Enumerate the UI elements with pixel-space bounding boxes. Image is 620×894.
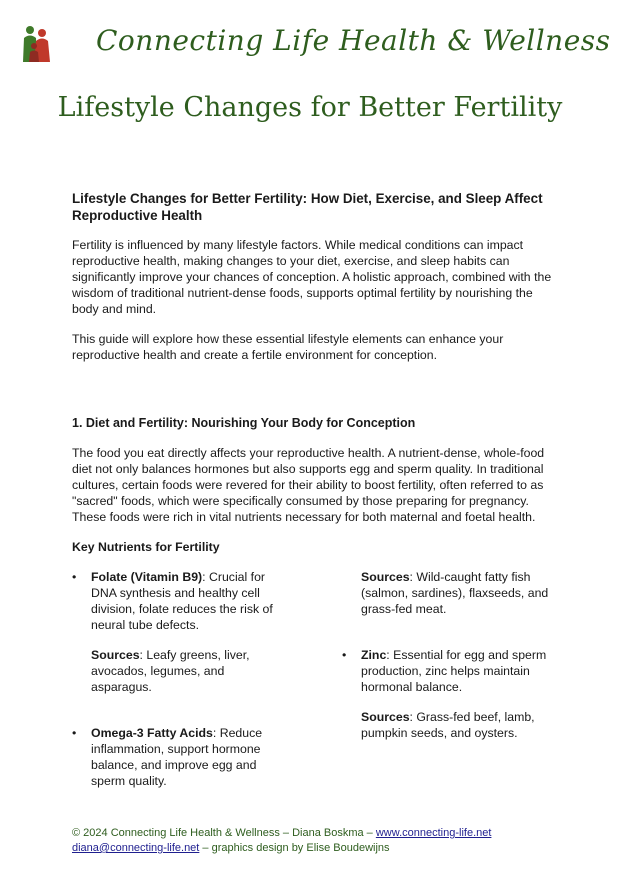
bullet-icon: • — [72, 726, 77, 740]
bullet-icon: • — [342, 648, 347, 662]
article-body — [72, 190, 558, 789]
folate-description: : Crucial for DNA synthesis and healthy cell division, folate reduces the risk of neural tube defects. — [91, 570, 273, 632]
nutrients-heading: Key Nutrients for Fertility — [72, 540, 220, 554]
nutrients-column-left — [72, 569, 288, 789]
omega3-sources-item — [342, 569, 558, 617]
list-item-zinc — [342, 647, 558, 741]
section-1-paragraph: The food you eat directly affects your reproductive health. A nutrient-dense, whole-food diet not only balances hormones but also supports egg and sperm quality. In traditional cultures, certain foods were revered for their ability to boost fertility, often referred to as "sacred" foods, which were specifically consumed by those preparing for pregnancy. These foods were rich in vital nutrients necessary for both maternal and foetal health. — [72, 446, 545, 524]
family-figures-logo-icon — [20, 24, 54, 64]
website-link[interactable]: www.connecting-life.net — [375, 827, 492, 839]
omega3-sources-label: Sources — [361, 570, 410, 584]
page-footer — [72, 826, 572, 856]
email-link[interactable]: diana@connecting-life.net — [72, 842, 200, 854]
zinc-name: Zinc — [361, 648, 387, 662]
zinc-sources-label: Sources — [361, 710, 410, 724]
document-title: Lifestyle Changes for Better Fertility — [57, 92, 563, 123]
nutrients-column-right — [342, 569, 558, 789]
omega3-description: : Reduce inflammation, support hormone balance, and improve egg and sperm quality. — [91, 726, 263, 788]
brand-name: Connecting Life Health & Wellness — [96, 24, 611, 57]
footer-credit: – graphics design by Elise Boudewijns — [199, 842, 390, 854]
bullet-icon: • — [72, 570, 77, 584]
guide-paragraph: This guide will explore how these essential lifestyle elements can enhance your reproductive health and create a fertile environment for conception. — [72, 332, 504, 362]
intro-paragraph: Fertility is influenced by many lifestyle factors. While medical conditions can impact reproductive health, making changes to your diet, exercise, and sleep habits can significantly improve your chances of conception. A holistic approach, combined with the wisdom of traditional nutrient-dense foods, supports optimal fertility by nourishing the body and mind. — [72, 238, 552, 316]
omega3-sources: : Wild-caught fatty fish (salmon, sardines), flaxseeds, and grass-fed meat. — [361, 570, 549, 616]
folate-name: Folate (Vitamin B9) — [91, 570, 203, 584]
list-item-folate — [72, 569, 288, 695]
folate-sources: : Leafy greens, liver, avocados, legumes, and asparagus. — [91, 648, 250, 694]
omega3-name: Omega-3 Fatty Acids — [91, 726, 213, 740]
zinc-description: : Essential for egg and sperm production, zinc helps maintain hormonal balance. — [361, 648, 547, 694]
nutrients-columns — [72, 569, 558, 789]
list-item-omega3 — [72, 725, 288, 789]
article-heading: Lifestyle Changes for Better Fertility: How Diet, Exercise, and Sleep Affect Reproductive Health — [72, 191, 543, 223]
footer-copyright: © 2024 Connecting Life Health & Wellness – Diana Boskma – — [72, 827, 376, 839]
folate-sources-label: Sources — [91, 648, 140, 662]
section-1-heading: 1. Diet and Fertility: Nourishing Your Body for Conception — [72, 416, 416, 430]
zinc-sources: : Grass-fed beef, lamb, pumpkin seeds, and oysters. — [361, 710, 535, 740]
